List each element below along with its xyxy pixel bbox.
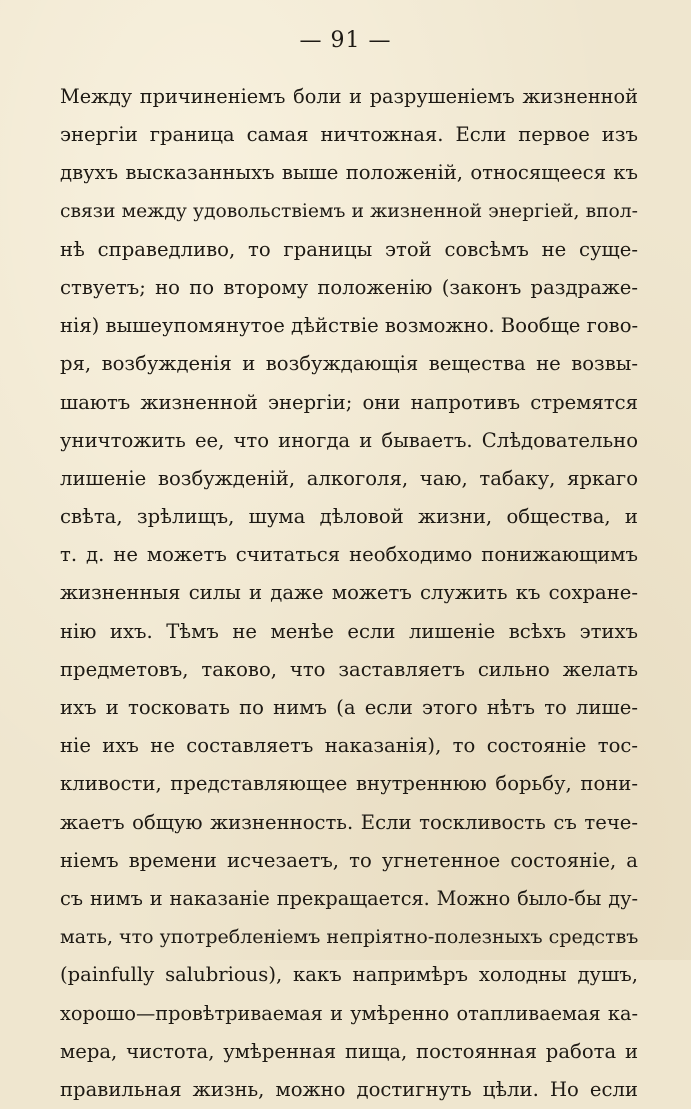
text-line: нію ихъ. Тѣмъ не менѣе если лишеніе всѣхъ этихъ bbox=[60, 619, 638, 643]
text-line: хорошо—провѣтриваемая и умѣренно отапливаемая ка- bbox=[60, 1001, 638, 1025]
text-line: шаютъ жизненной энергіи; они напротивъ стремятся bbox=[60, 390, 638, 414]
text-line: жаетъ общую жизненность. Если тоскливость съ тече- bbox=[60, 810, 638, 834]
text-line: жизненныя силы и даже можетъ служить къ сохране- bbox=[60, 581, 638, 605]
text-line: кливости, представляющее внутреннюю борьбу, пони- bbox=[60, 772, 638, 796]
text-line: двухъ высказанныхъ выше положеній, относящееся къ bbox=[60, 161, 638, 185]
page-number: — 91 — bbox=[299, 28, 392, 53]
text-line: т. д. не можетъ считаться необходимо понижающимъ bbox=[60, 543, 638, 567]
text-line: энергіи граница самая ничтожная. Если первое изъ bbox=[60, 123, 638, 147]
text-line: предметовъ, таково, что заставляетъ сильно желать bbox=[60, 657, 638, 681]
text-line: связи между удовольствіемъ и жизненной энергіей, впол- bbox=[60, 200, 638, 222]
text-line: ніе ихъ не составляетъ наказанія), то состояніе тос- bbox=[60, 734, 638, 758]
text-line: (painfully salubrious), какъ напримѣръ холодны душъ, bbox=[60, 963, 638, 987]
text-line: съ нимъ и наказаніе прекращается. Можно было-бы ду- bbox=[60, 886, 638, 910]
text-line: Между причиненіемъ боли и разрушеніемъ жизненной bbox=[60, 85, 638, 108]
text-line: ствуетъ; но по второму положенію (законъ раздраже- bbox=[60, 275, 638, 299]
text-line: ря, возбужденія и возбуждающія вещества не возвы- bbox=[60, 352, 638, 376]
text-line: нія) вышеупомянутое дѣйствіе возможно. Вообще гово- bbox=[60, 314, 638, 338]
text-line: уничтожить ее, что иногда и бываетъ. Слѣдовательно bbox=[60, 428, 638, 452]
body-text bbox=[60, 78, 638, 1109]
text-line: правильная жизнь, можно достигнуть цѣли. Но если bbox=[60, 1077, 638, 1101]
text-line: мать, что употребленіемъ непріятно-полезныхъ средствъ bbox=[60, 926, 638, 949]
text-line: лишеніе возбужденій, алкоголя, чаю, табаку, яркаго bbox=[60, 466, 638, 490]
text-line: нѣ справедливо, то границы этой совсѣмъ не суще- bbox=[60, 237, 638, 261]
text-line: ихъ и тосковать по нимъ (а если этого нѣтъ то лише- bbox=[60, 696, 638, 719]
text-line: ніемъ времени исчезаетъ, то угнетенное состояніе, а bbox=[60, 848, 638, 872]
text-line: мера, чистота, умѣренная пища, постоянная работа и bbox=[60, 1039, 638, 1063]
text-line: свѣта, зрѣлищъ, шума дѣловой жизни, общества, и bbox=[60, 505, 638, 529]
